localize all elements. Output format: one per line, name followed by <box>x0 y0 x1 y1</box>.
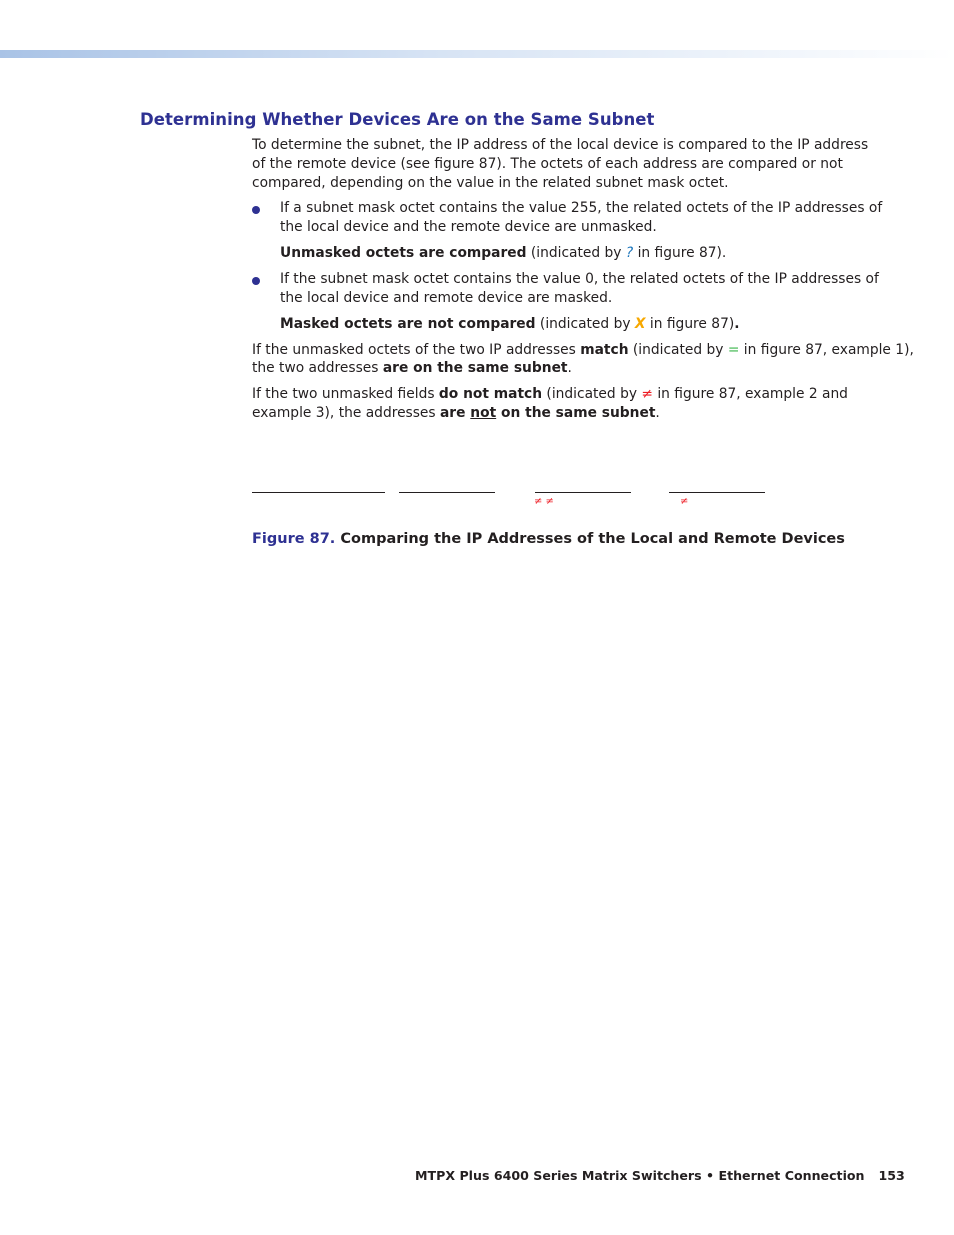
bullet-1-line-1: If a subnet mask octet contains the value 255, the related octets of the IP addresses of <box>280 200 883 216</box>
x-mark-symbol: X <box>634 316 646 332</box>
not-equal-marks: ≠ ≠ <box>534 496 554 507</box>
do-not-match-bold: do not match <box>438 386 543 402</box>
question-mark-symbol: ? <box>625 245 634 261</box>
figure-underline <box>399 492 495 493</box>
bullet-dot <box>252 277 260 285</box>
masked-end: . <box>734 316 740 332</box>
page-number: 153 <box>878 1168 905 1183</box>
match-text: the two addresses <box>252 360 383 376</box>
figure-underline <box>669 492 765 493</box>
bullet-2-line-1: If the subnet mask octet contains the value 0, the related octets of the IP addresses of <box>280 271 879 287</box>
nomatch-text: (indicated by <box>542 386 642 402</box>
nomatch-text: example 3), the addresses <box>252 405 440 421</box>
match-bold: match <box>580 342 629 358</box>
bullet-dot <box>252 206 260 214</box>
figure-title: Comparing the IP Addresses of the Local and Remote Devices <box>335 531 845 547</box>
intro-line-3: compared, depending on the value in the related subnet mask octet. <box>252 175 729 191</box>
page-footer <box>415 1168 905 1183</box>
match-text: . <box>567 360 572 376</box>
match-para-line-2 <box>252 359 872 378</box>
not-same-subnet-bold: on the same subnet <box>496 405 656 421</box>
masked-note <box>280 315 900 334</box>
masked-post: in figure 87) <box>645 316 735 332</box>
figure-87-graphic <box>252 485 772 515</box>
nomatch-text: . <box>655 405 660 421</box>
bullet-2-line-2: the local device and remote device are masked. <box>280 290 613 306</box>
intro-line-1: To determine the subnet, the IP address of the local device is compared to the IP address <box>252 137 869 153</box>
figure-number: Figure 87. <box>252 531 336 547</box>
not-equal-mark: ≠ <box>680 496 689 507</box>
nomatch-text: in figure 87, example 2 and <box>652 386 848 402</box>
not-underlined: not <box>470 405 497 421</box>
figure-caption <box>252 531 845 547</box>
nomatch-text: If the two unmasked fields <box>252 386 439 402</box>
footer-text: MTPX Plus 6400 Series Matrix Switchers • Ethernet Connection <box>415 1168 865 1183</box>
match-text: in figure 87, example 1), <box>739 342 914 358</box>
unmasked-post: in figure 87). <box>633 245 727 261</box>
nomatch-para-line-1 <box>252 385 872 404</box>
match-text: (indicated by <box>628 342 728 358</box>
masked-pre: (indicated by <box>535 316 635 332</box>
bullet-1-line-2: the local device and the remote device are unmasked. <box>280 219 657 235</box>
not-same-subnet-bold: are <box>440 405 471 421</box>
figure-underline <box>252 492 385 493</box>
not-equal-symbol: ≠ <box>641 386 653 402</box>
figure-underline <box>535 492 631 493</box>
masked-bold: Masked octets are not compared <box>280 316 536 332</box>
nomatch-para-line-2 <box>252 404 872 423</box>
unmasked-bold: Unmasked octets are compared <box>280 245 527 261</box>
intro-line-2: of the remote device (see figure 87). The octets of each address are compared or not <box>252 156 843 172</box>
match-para-line-1 <box>252 341 914 360</box>
unmasked-note <box>280 244 900 263</box>
equal-symbol: = <box>727 342 740 358</box>
unmasked-pre: (indicated by <box>526 245 626 261</box>
section-heading: Determining Whether Devices Are on the Same Subnet <box>140 110 655 129</box>
match-text: If the unmasked octets of the two IP addresses <box>252 342 581 358</box>
same-subnet-bold: are on the same subnet <box>382 360 568 376</box>
header-gradient-bar <box>0 50 954 58</box>
